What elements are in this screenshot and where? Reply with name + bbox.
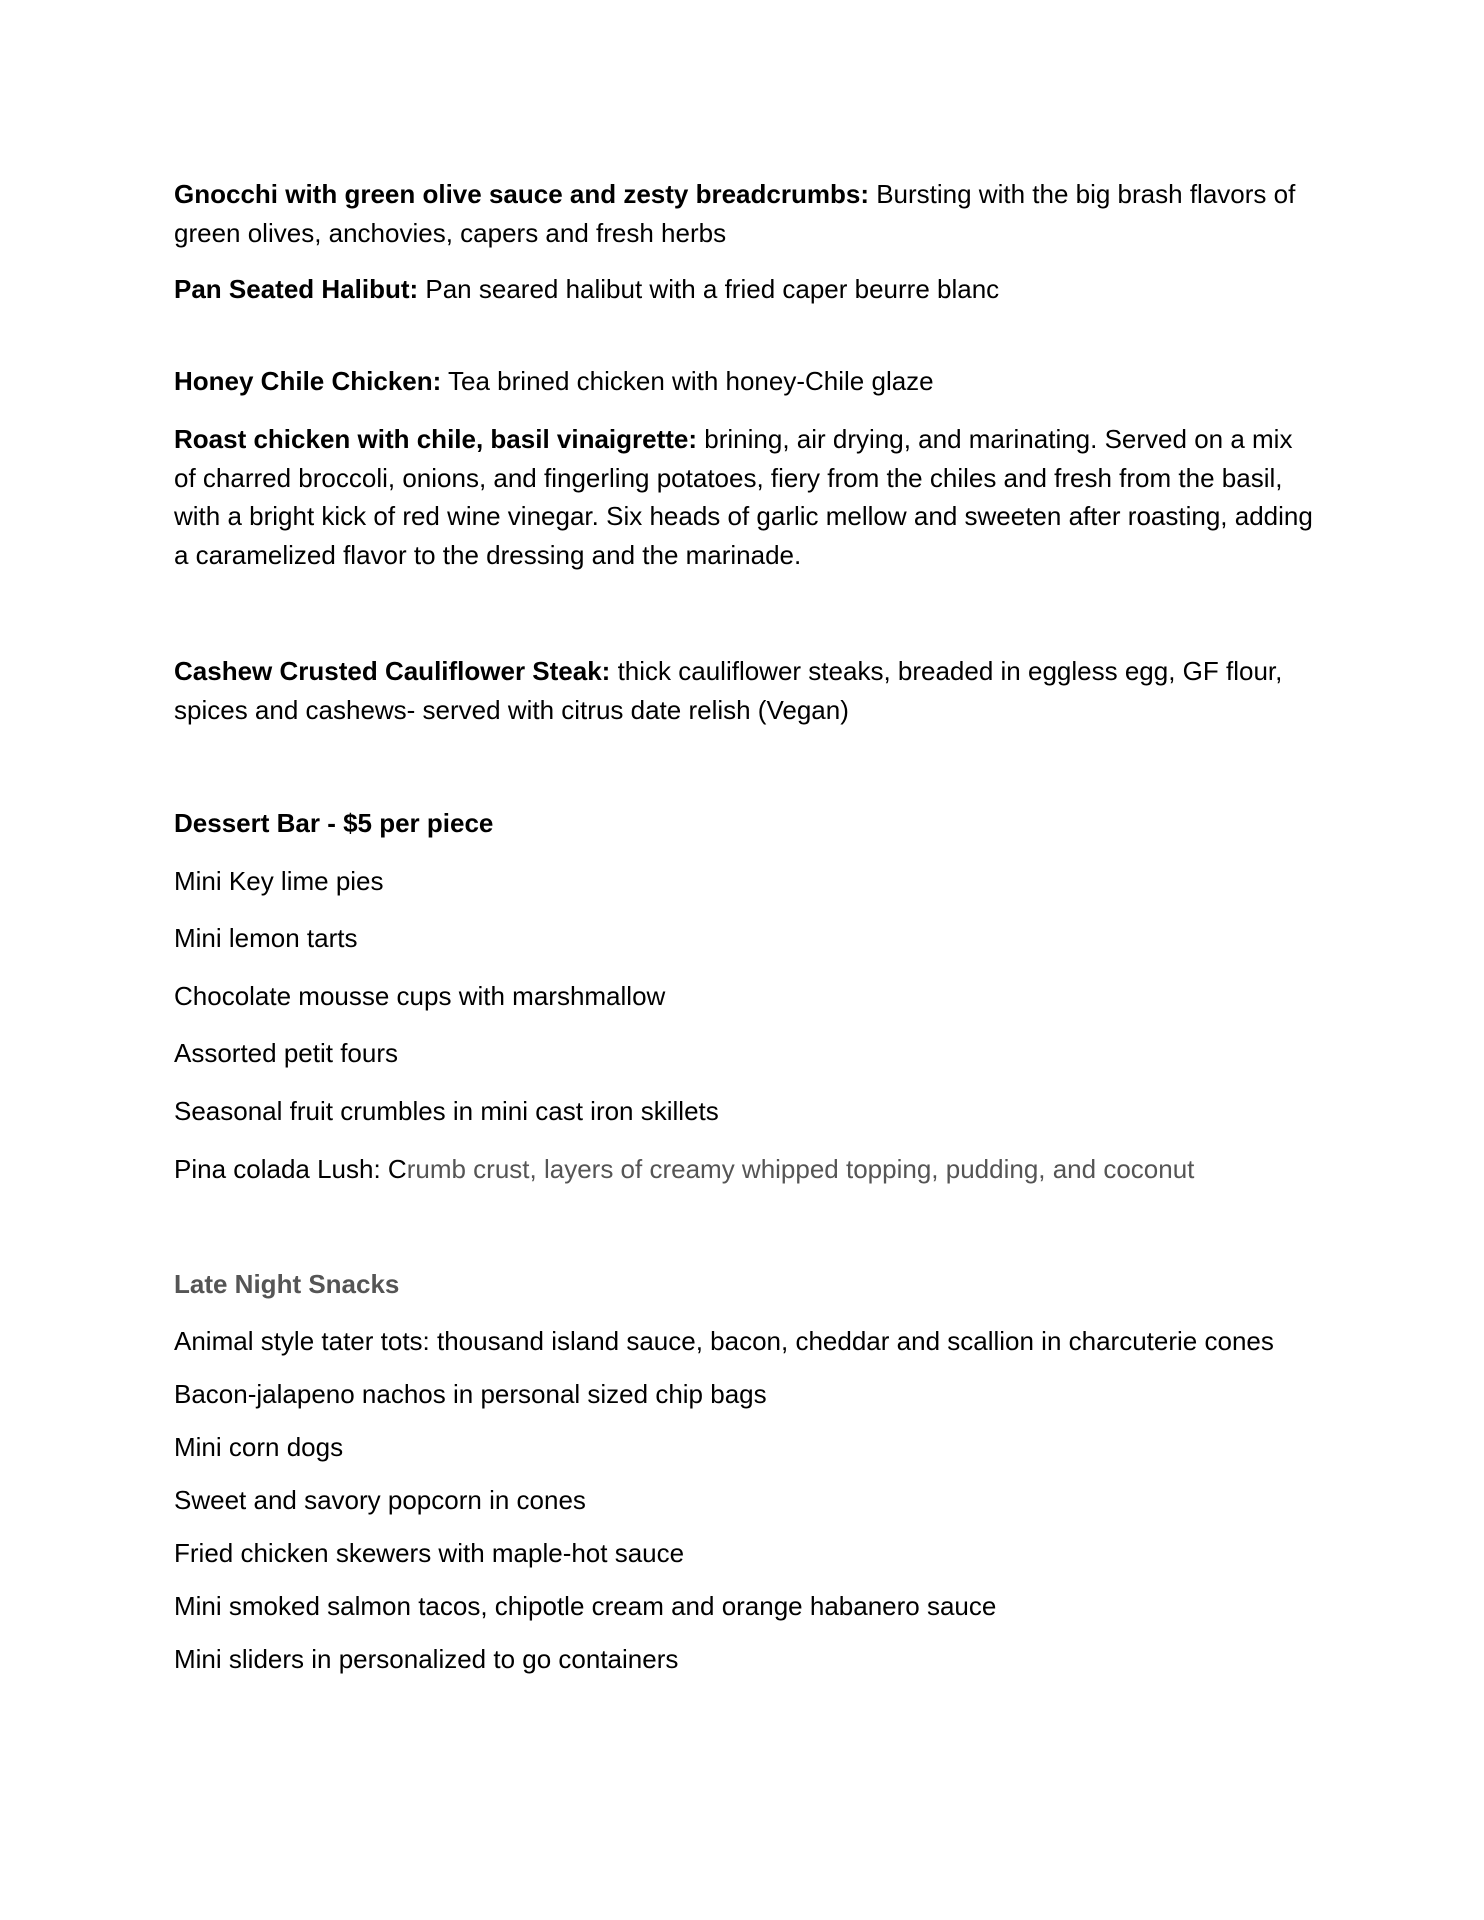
- entree-name: Pan Seated Halibut:: [174, 274, 419, 304]
- late-night-item: Fried chicken skewers with maple-hot sauce: [174, 1538, 685, 1568]
- entree-gnocchi: [174, 175, 1314, 252]
- dessert-item-lead: Pina colada Lush: C: [174, 1154, 407, 1184]
- late-night-item: Bacon-jalapeno nachos in personal sized chip bags: [174, 1379, 767, 1409]
- dessert-item: Seasonal fruit crumbles in mini cast iron skillets: [174, 1096, 719, 1126]
- entree-roast-chicken: [174, 420, 1314, 574]
- late-night-item: Mini corn dogs: [174, 1432, 344, 1462]
- entree-honey-chile-chicken: [174, 362, 1314, 401]
- dessert-heading: Dessert Bar - $5 per piece: [174, 808, 494, 838]
- dessert-item: Mini lemon tarts: [174, 923, 358, 953]
- entree-halibut: [174, 270, 1314, 309]
- dessert-item-pina-colada: [174, 1150, 1194, 1188]
- entree-description: Bursting with the big brash flavors of green olives, anchovies, capers and fresh herbs: [174, 179, 1296, 248]
- entree-name: Roast chicken with chile, basil vinaigrette:: [174, 424, 698, 454]
- dessert-item: Mini Key lime pies: [174, 866, 384, 896]
- dessert-item: Assorted petit fours: [174, 1038, 398, 1068]
- menu-page: [174, 0, 1314, 1920]
- dessert-item: Chocolate mousse cups with marshmallow: [174, 981, 666, 1011]
- late-night-item: Mini smoked salmon tacos, chipotle cream and orange habanero sauce: [174, 1591, 997, 1621]
- entree-description: thick cauliflower steaks, breaded in eggless egg, GF flour, spices and cashews- served with citrus date relish (Vegan): [174, 656, 1283, 725]
- late-night-item: Sweet and savory popcorn in cones: [174, 1485, 586, 1515]
- entree-cauliflower-steak: [174, 652, 1314, 729]
- entree-name: Cashew Crusted Cauliflower Steak:: [174, 656, 611, 686]
- entree-name: Gnocchi with green olive sauce and zesty breadcrumbs:: [174, 179, 869, 209]
- entree-description: brining, air drying, and marinating. Served on a mix of charred broccoli, onions, and fingerling potatoes, fiery from the chiles and fresh from the basil, with a bright kick of red wine vinegar. Six heads of garlic mellow and sweeten after roasting, adding a caramelized flavor to the dressing and the marinade.: [174, 424, 1313, 570]
- entree-name: Honey Chile Chicken:: [174, 366, 442, 396]
- entree-description: Pan seared halibut with a fried caper beurre blanc: [418, 274, 1000, 304]
- late-night-item: Animal style tater tots: thousand island sauce, bacon, cheddar and scallion in charcuterie cones: [174, 1326, 1274, 1356]
- entree-description: Tea brined chicken with honey-Chile glaze: [441, 366, 934, 396]
- late-night-heading: Late Night Snacks: [174, 1269, 400, 1299]
- dessert-item-rest: rumb crust, layers of creamy whipped topping, pudding, and coconut: [406, 1154, 1195, 1184]
- late-night-item: Mini sliders in personalized to go containers: [174, 1644, 679, 1674]
